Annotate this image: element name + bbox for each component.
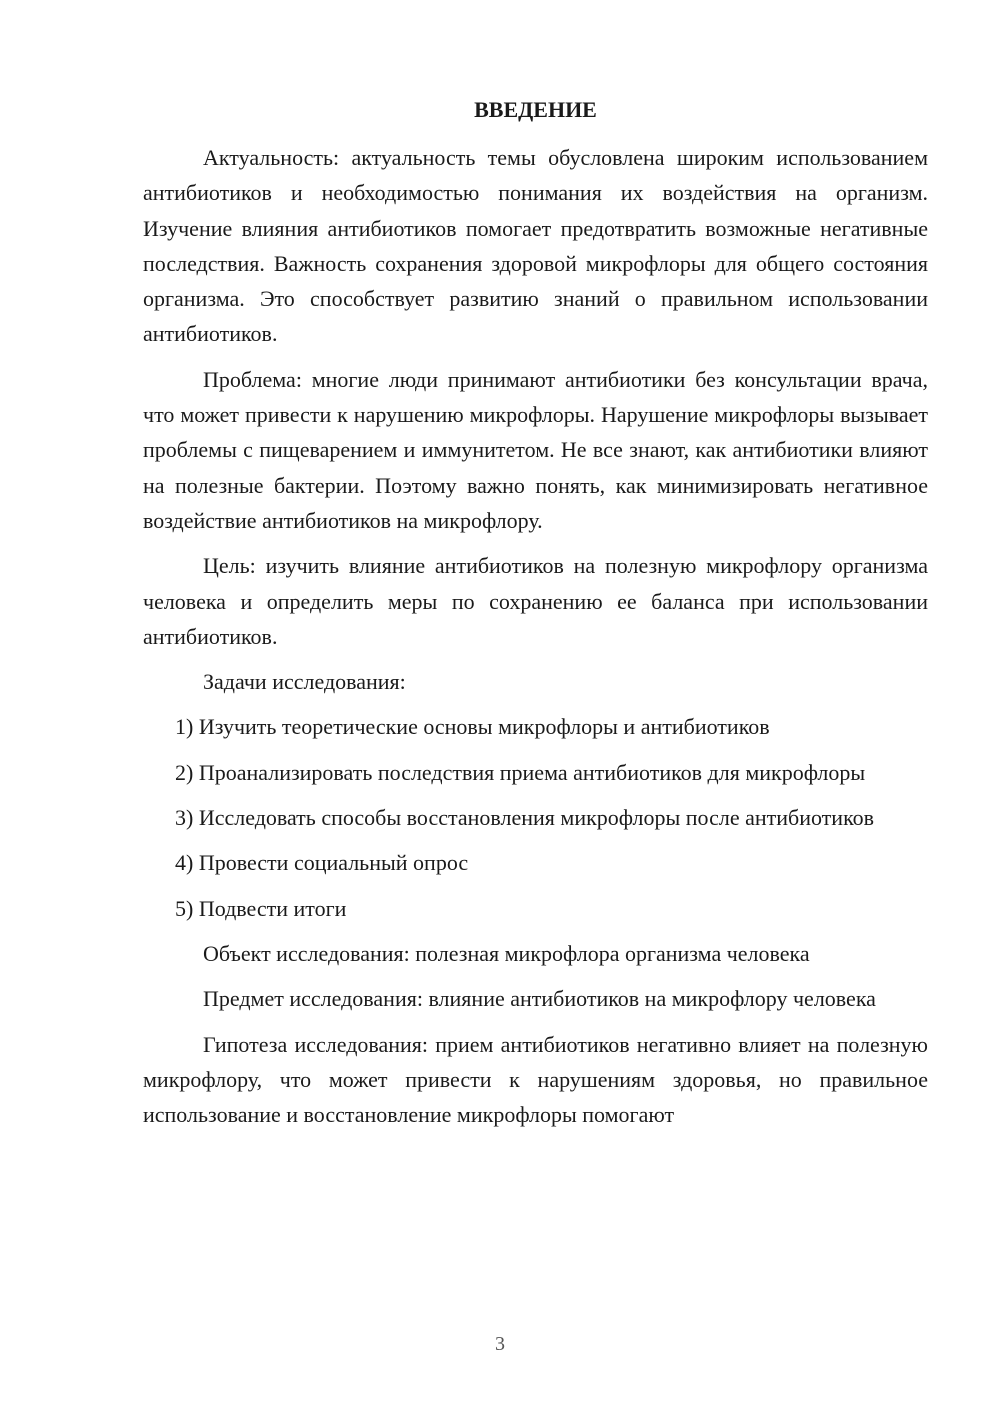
page-number: 3 — [495, 1333, 505, 1355]
problem-paragraph: Проблема: многие люди принимают антибиотики без консультации врача, что может привести к нарушению микрофлоры. Нарушение микрофлоры вызывает проблемы с пищеварением и иммунитетом. Не все знают, как антибиотики влияют на полезные бактерии. Поэтому важно понять, как минимизировать негативное воздействие антибиотиков на микрофлору. — [143, 366, 928, 533]
task-item-5: 5) Подвести итоги — [175, 895, 347, 921]
task-item-2: 2) Проанализировать последствия приема антибиотиков для микрофлоры — [175, 759, 866, 785]
relevance-paragraph: Актуальность: актуальность темы обусловлена широким использованием антибиотиков и необходимостью понимания их воздействия на организм. Изучение влияния антибиотиков помогает предотвратить возможные негативные последствия. Важность сохранения здоровой микрофлоры для общего состояния организма. Это способствует развитию знаний о правильном использовании антибиотиков. — [143, 145, 928, 347]
hypothesis-paragraph: Гипотеза исследования: прием антибиотиков негативно влияет на полезную микрофлору, что может привести к нарушениям здоровья, но правильное использование и восстановление микрофлоры помогают — [143, 1031, 928, 1128]
research-subject-paragraph: Предмет исследования: влияние антибиотиков на микрофлору человека — [203, 986, 876, 1012]
document-page — [143, 92, 928, 1142]
task-item-1: 1) Изучить теоретические основы микрофлоры и антибиотиков — [175, 714, 770, 740]
goal-paragraph: Цель: изучить влияние антибиотиков на полезную микрофлору организма человека и определить меры по сохранению ее баланса при использовании антибиотиков. — [143, 553, 928, 649]
task-item-4: 4) Провести социальный опрос — [175, 850, 469, 876]
tasks-heading: Задачи исследования: — [203, 669, 406, 695]
research-object-paragraph: Объект исследования: полезная микрофлора организма человека — [203, 940, 810, 966]
task-item-3: 3) Исследовать способы восстановления микрофлоры после антибиотиков — [175, 805, 875, 831]
section-title: ВВЕДЕНИЕ — [474, 97, 597, 122]
